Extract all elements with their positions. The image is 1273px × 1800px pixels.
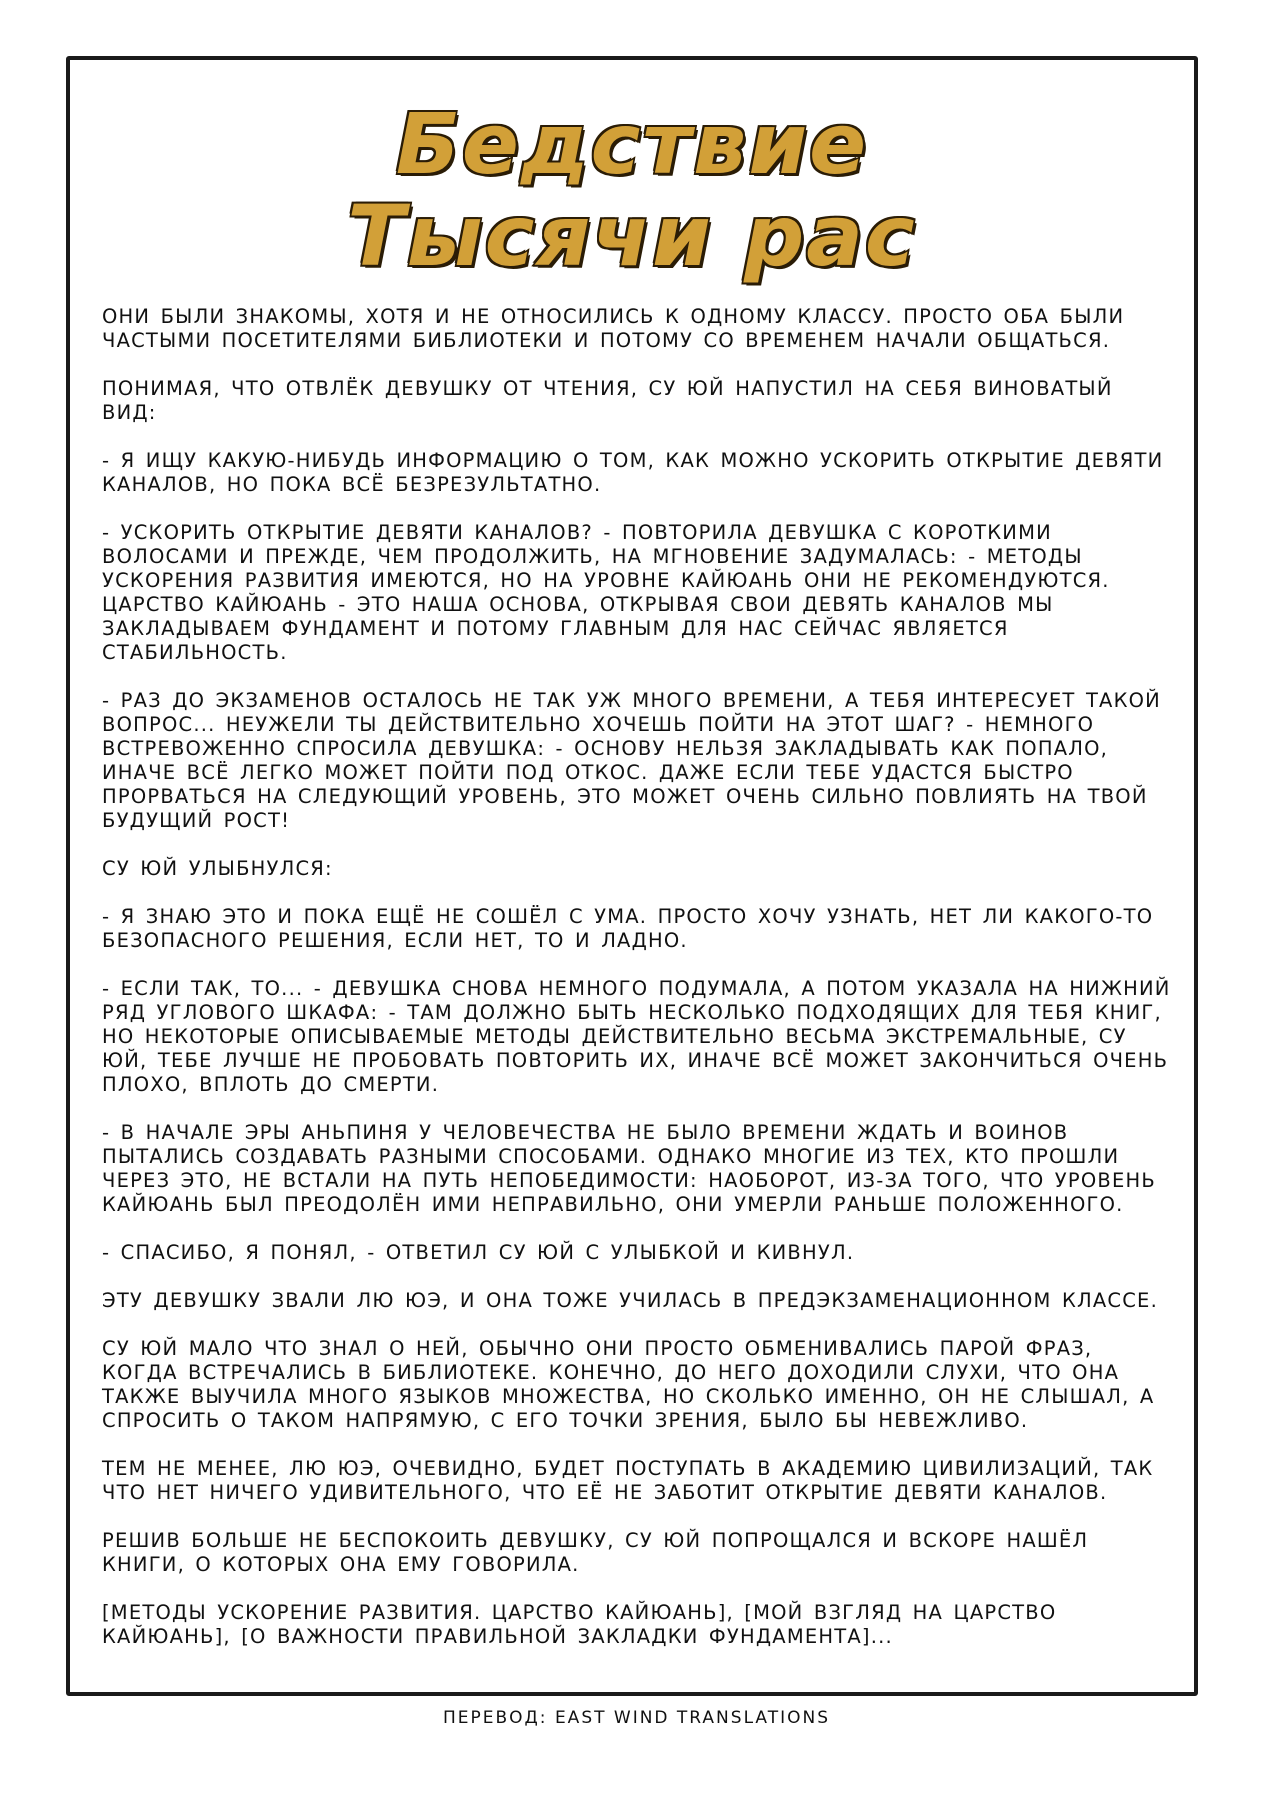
paragraph: - ЕСЛИ ТАК, ТО... - ДЕВУШКА СНОВА НЕМНОГО ПОДУМАЛА, А ПОТОМ УКАЗАЛА НА НИЖНИЙ РЯД УГЛОВОГО ШКАФА: - ТАМ ДОЛЖНО БЫТЬ НЕСКОЛЬКО ПОДХОДЯЩИХ ДЛЯ ТЕБЯ КНИГ, НО НЕКОТОРЫЕ ОПИСЫВАЕМЫЕ МЕТОДЫ ДЕЙСТВИТЕЛЬНО ВЕСЬМА ЭКСТРЕМАЛЬНЫЕ, СУ ЮЙ, ТЕБЕ ЛУЧШЕ НЕ ПРОБОВАТЬ ПОВТОРИТЬ ИХ, ИНАЧЕ ВСЁ МОЖЕТ ЗАКОНЧИТЬСЯ ОЧЕНЬ ПЛОХО, ВПЛОТЬ ДО СМЕРТИ. [102,977,1171,1096]
page-frame [66,56,1198,1696]
paragraph: - Я ЗНАЮ ЭТО И ПОКА ЕЩЁ НЕ СОШЁЛ С УМА. ПРОСТО ХОЧУ УЗНАТЬ, НЕТ ЛИ КАКОГО-ТО БЕЗОПАСНОГО РЕШЕНИЯ, ЕСЛИ НЕТ, ТО И ЛАДНО. [102,905,1154,952]
page-title [70,95,1194,285]
paragraph: СУ ЮЙ МАЛО ЧТО ЗНАЛ О НЕЙ, ОБЫЧНО ОНИ ПРОСТО ОБМЕНИВАЛИСЬ ПАРОЙ ФРАЗ, КОГДА ВСТРЕЧАЛИСЬ В БИБЛИОТЕКЕ. КОНЕЧНО, ДО НЕГО ДОХОДИЛИ СЛУХИ, ЧТО ОНА ТАКЖЕ ВЫУЧИЛА МНОГО ЯЗЫКОВ МНОЖЕСТВА, НО СКОЛЬКО ИМЕННО, ОН НЕ СЛЫШАЛ, А СПРОСИТЬ О ТАКОМ НАПРЯМУЮ, С ЕГО ТОЧКИ ЗРЕНИЯ, БЫЛО БЫ НЕВЕЖЛИВО. [102,1337,1155,1432]
title-line-1: Бедствие [395,95,869,193]
paragraph: ЭТУ ДЕВУШКУ ЗВАЛИ ЛЮ ЮЭ, И ОНА ТОЖЕ УЧИЛАСЬ В ПРЕДЭКЗАМЕНАЦИОННОМ КЛАССЕ. [102,1289,1158,1312]
paragraph: [МЕТОДЫ УСКОРЕНИЕ РАЗВИТИЯ. ЦАРСТВО КАЙЮАНЬ], [МОЙ ВЗГЛЯД НА ЦАРСТВО КАЙЮАНЬ], [О ВАЖНОСТИ ПРАВИЛЬНОЙ ЗАКЛАДКИ ФУНДАМЕНТА]... [102,1601,1057,1648]
paragraph: - Я ИЩУ КАКУЮ-НИБУДЬ ИНФОРМАЦИЮ О ТОМ, КАК МОЖНО УСКОРИТЬ ОТКРЫТИЕ ДЕВЯТИ КАНАЛОВ, НО ПОКА ВСЁ БЕЗРЕЗУЛЬТАТНО. [102,449,1164,496]
paragraph: ТЕМ НЕ МЕНЕЕ, ЛЮ ЮЭ, ОЧЕВИДНО, БУДЕТ ПОСТУПАТЬ В АКАДЕМИЮ ЦИВИЛИЗАЦИЙ, ТАК ЧТО НЕТ НИЧЕГО УДИВИТЕЛЬНОГО, ЧТО ЕЁ НЕ ЗАБОТИТ ОТКРЫТИЕ ДЕВЯТИ КАНАЛОВ. [102,1457,1154,1504]
paragraph: - В НАЧАЛЕ ЭРЫ АНЬПИНЯ У ЧЕЛОВЕЧЕСТВА НЕ БЫЛО ВРЕМЕНИ ЖДАТЬ И ВОИНОВ ПЫТАЛИСЬ СОЗДАВАТЬ РАЗНЫМИ СПОСОБАМИ. ОДНАКО МНОГИЕ ИЗ ТЕХ, КТО ПРОШЛИ ЧЕРЕЗ ЭТО, НЕ ВСТАЛИ НА ПУТЬ НЕПОБЕДИМОСТИ: НАОБОРОТ, ИЗ-ЗА ТОГО, ЧТО УРОВЕНЬ КАЙЮАНЬ БЫЛ ПРЕОДОЛЁН ИМИ НЕПРАВИЛЬНО, ОНИ УМЕРЛИ РАНЬШЕ ПОЛОЖЕННОГО. [102,1121,1156,1216]
paragraph: ОНИ БЫЛИ ЗНАКОМЫ, ХОТЯ И НЕ ОТНОСИЛИСЬ К ОДНОМУ КЛАССУ. ПРОСТО ОБА БЫЛИ ЧАСТЫМИ ПОСЕТИТЕЛЯМИ БИБЛИОТЕКИ И ПОТОМУ СО ВРЕМЕНЕМ НАЧАЛИ ОБЩАТЬСЯ. [102,305,1125,352]
paragraph: - СПАСИБО, Я ПОНЯЛ, - ОТВЕТИЛ СУ ЮЙ С УЛЫБКОЙ И КИВНУЛ. [102,1241,855,1264]
paragraph: РЕШИВ БОЛЬШЕ НЕ БЕСПОКОИТЬ ДЕВУШКУ, СУ ЮЙ ПОПРОЩАЛСЯ И ВСКОРЕ НАШЁЛ КНИГИ, О КОТОРЫХ ОНА ЕМУ ГОВОРИЛА. [102,1529,1089,1576]
chapter-text [102,305,1174,1673]
title-line-2: Тысячи рас [347,187,917,285]
translation-credit: ПЕРЕВОД: EAST WIND TRANSLATIONS [442,1708,831,1728]
paragraph: - РАЗ ДО ЭКЗАМЕНОВ ОСТАЛОСЬ НЕ ТАК УЖ МНОГО ВРЕМЕНИ, А ТЕБЯ ИНТЕРЕСУЕТ ТАКОЙ ВОПРОС... НЕУЖЕЛИ ТЫ ДЕЙСТВИТЕЛЬНО ХОЧЕШЬ ПОЙТИ НА ЭТОТ ШАГ? - НЕМНОГО ВСТРЕВОЖЕННО СПРОСИЛА ДЕВУШКА: - ОСНОВУ НЕЛЬЗЯ ЗАКЛАДЫВАТЬ КАК ПОПАЛО, ИНАЧЕ ВСЁ ЛЕГКО МОЖЕТ ПОЙТИ ПОД ОТКОС. ДАЖЕ ЕСЛИ ТЕБЕ УДАСТСЯ БЫСТРО ПРОРВАТЬСЯ НА СЛЕДУЮЩИЙ УРОВЕНЬ, ЭТО МОЖЕТ ОЧЕНЬ СИЛЬНО ПОВЛИЯТЬ НА ТВОЙ БУДУЩИЙ РОСТ! [102,689,1161,832]
paragraph: СУ ЮЙ УЛЫБНУЛСЯ: [102,857,333,880]
paragraph: ПОНИМАЯ, ЧТО ОТВЛЁК ДЕВУШКУ ОТ ЧТЕНИЯ, СУ ЮЙ НАПУСТИЛ НА СЕБЯ ВИНОВАТЫЙ ВИД: [102,377,1113,424]
paragraph: - УСКОРИТЬ ОТКРЫТИЕ ДЕВЯТИ КАНАЛОВ? - ПОВТОРИЛА ДЕВУШКА С КОРОТКИМИ ВОЛОСАМИ И ПРЕЖДЕ, ЧЕМ ПРОДОЛЖИТЬ, НА МГНОВЕНИЕ ЗАДУМАЛАСЬ: - МЕТОДЫ УСКОРЕНИЯ РАЗВИТИЯ ИМЕЮТСЯ, НО НА УРОВНЕ КАЙЮАНЬ ОНИ НЕ РЕКОМЕНДУЮТСЯ. ЦАРСТВО КАЙЮАНЬ - ЭТО НАША ОСНОВА, ОТКРЫВАЯ СВОИ ДЕВЯТЬ КАНАЛОВ МЫ ЗАКЛАДЫВАЕМ ФУНДАМЕНТ И ПОТОМУ ГЛАВНЫМ ДЛЯ НАС СЕЙЧАС ЯВЛЯЕТСЯ СТАБИЛЬНОСТЬ. [102,521,1110,664]
